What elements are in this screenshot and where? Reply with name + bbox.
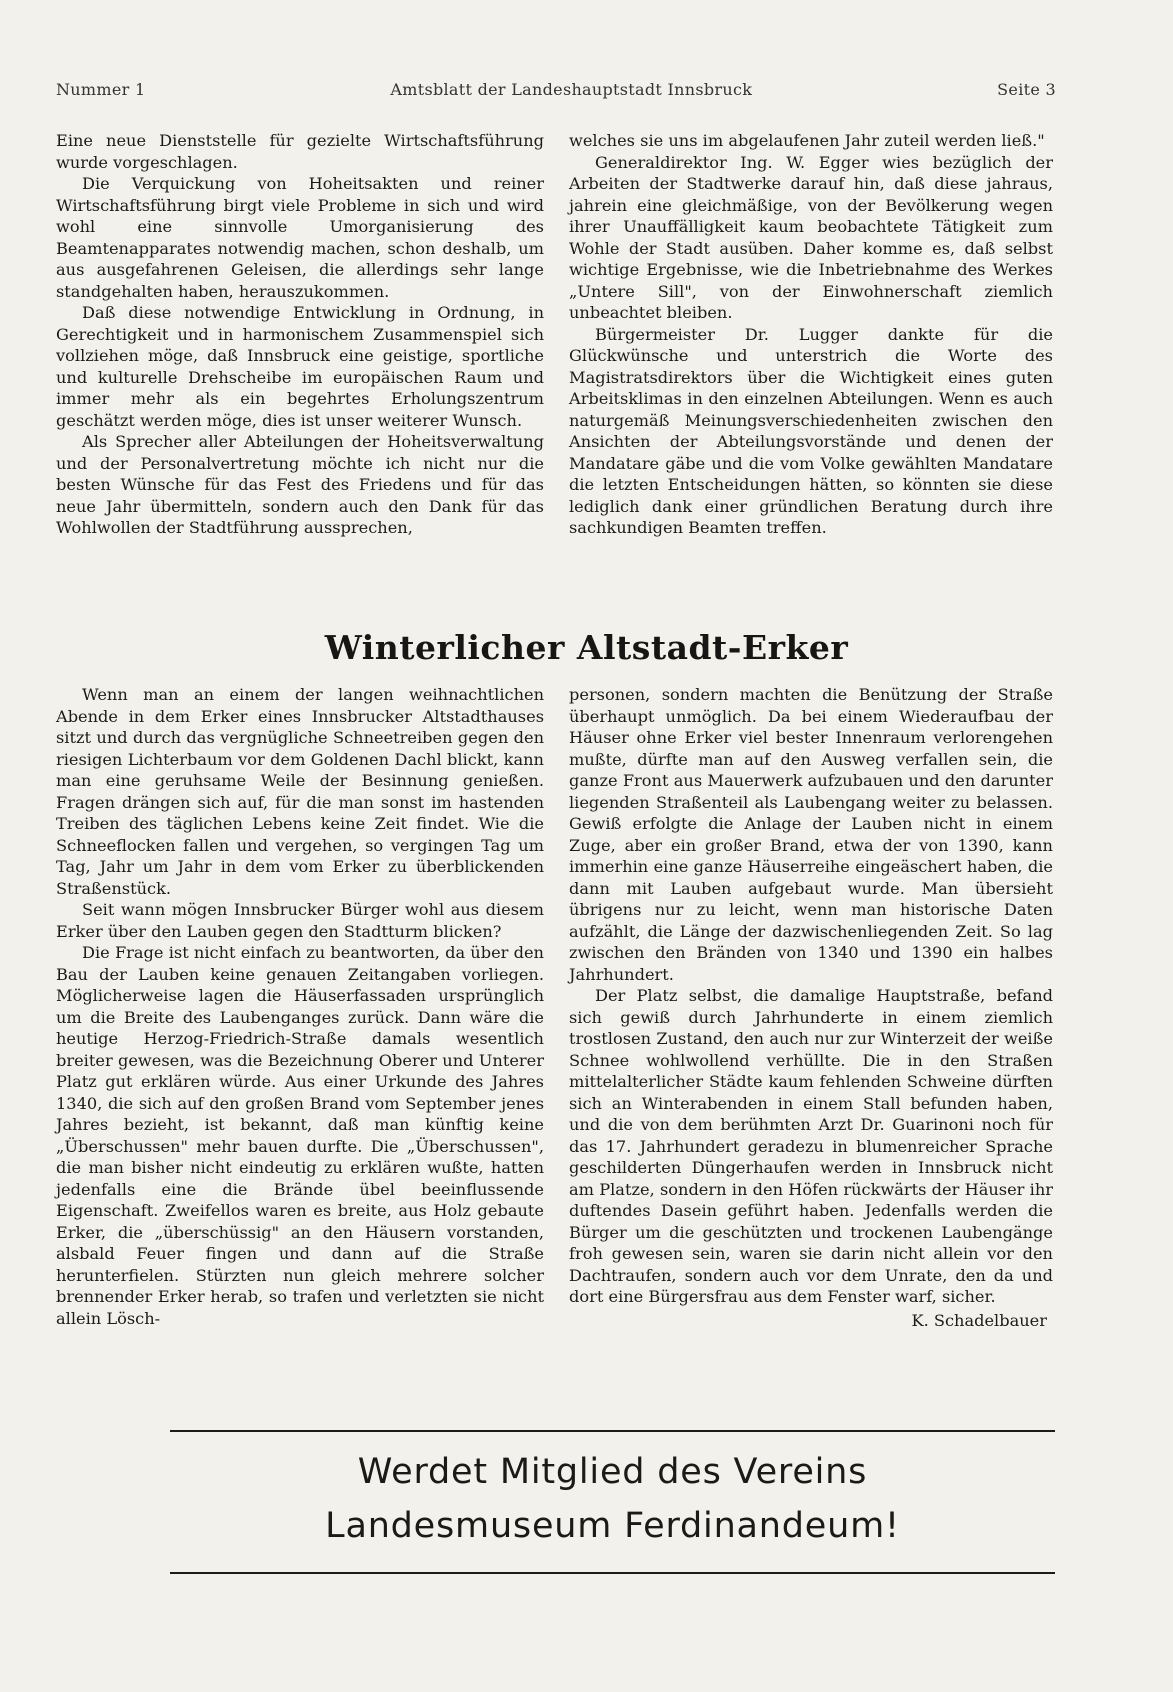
paragraph: Seit wann mögen Innsbrucker Bürger wohl aus diesem Erker über den Lauben gegen den Stadtturm blicken? [56, 900, 544, 941]
publication-title: Amtsblatt der Landeshauptstadt Innsbruck [390, 80, 753, 99]
page-header [56, 80, 1056, 99]
page-number: Seite 3 [997, 80, 1056, 99]
divider-top [170, 1430, 1055, 1432]
paragraph: Bürgermeister Dr. Lugger dankte für die Glückwünsche und unterstrich die Worte des Magistratsdirektors über die Wichtigkeit eines guten Arbeitsklimas in den einzelnen Abteilungen. Wenn es auch naturgemäß Meinungsverschiedenheiten zwischen den Ansichten der Abteilungsvorstände und denen der Mandatare gäbe und die vom Volke gewählten Mandatare die letzten Entscheidungen hätten, so könnten sie diese lediglich dank einer gründlichen Beratung durch ihre sachkundigen Beamten treffen. [569, 324, 1053, 537]
article1-right-column [569, 130, 1053, 539]
article-headline: Winterlicher Altstadt-Erker [324, 628, 849, 667]
paragraph: Daß diese notwendige Entwicklung in Ordnung, in Gerechtigkeit und in harmonischem Zusammenspiel sich vollziehen möge, daß Innsbruck eine geistige, sportliche und kulturelle Drehscheibe im europäischen Raum und immer mehr als ein begehrtes Erholungszentrum geschätzt werden möge, dies ist unser weiterer Wunsch. [56, 303, 544, 430]
divider-bottom [170, 1572, 1055, 1574]
slogan-line-2: Landesmuseum Ferdinandeum! [325, 1506, 900, 1546]
article2-right-column [569, 684, 1053, 1331]
paragraph: welches sie uns im abgelaufenen Jahr zuteil werden ließ." [569, 131, 1045, 150]
paragraph: personen, sondern machten die Benützung der Straße überhaupt unmöglich. Da bei einem Wiederaufbau der Häuser ohne Erker viel bester Innenraum verlorengehen mußte, dürfte man auf den Ausweg verfallen sein, die ganze Front aus Mauerwerk aufzubauen und den darunter liegenden Straßenteil als Laubengang weiter zu belassen. Gewiß erfolgte die Anlage der Lauben nicht in einem Zuge, aber ein großer Brand, etwa der von 1390, kann immerhin eine ganze Häuserreihe eingeäschert haben, die dann mit Lauben aufgebaut wurde. Man übersieht übrigens nur zu leicht, wenn man historische Daten aufzählt, die Länge der dazwischenliegenden Zeit. So lag zwischen den Bränden von 1340 und 1390 ein halbes Jahrhundert. [569, 685, 1053, 984]
issue-number: Nummer 1 [56, 80, 146, 99]
article2-left-column [56, 684, 544, 1329]
paragraph: Eine neue Dienststelle für gezielte Wirtschaftsführung wurde vorgeschlagen. [56, 131, 544, 172]
paragraph: Als Sprecher aller Abteilungen der Hoheitsverwaltung und der Personalvertretung möchte ich nicht nur die besten Wünsche für das Fest des Friedens und für das neue Jahr übermitteln, sondern auch den Dank für das Wohlwollen der Stadtführung aussprechen, [56, 432, 544, 537]
paragraph: Die Frage ist nicht einfach zu beantworten, da über den Bau der Lauben keine genauen Zeitangaben vorliegen. Möglicherweise lagen die Häuserfassaden ursprünglich um die Breite des Laubenganges zurück. Dann wäre die heutige Herzog-Friedrich-Straße damals wesentlich breiter gewesen, was die Bezeichnung Oberer und Unterer Platz gut erklären würde. Aus einer Urkunde des Jahres 1340, die sich auf den großen Brand vom September jenes Jahres bezieht, ist bekannt, daß man künftig keine „Überschussen" mehr bauen durfte. Die „Überschussen", die man bisher nicht eindeutig zu erklären wußte, hatten jedenfalls eine die Brände übel beeinflussende Eigenschaft. Zweifellos waren es breite, aus Holz gebaute Erker, die „überschüssig" an den Häusern vorstanden, alsbald Feuer fingen und dann auf die Straße herunterfielen. Stürzten nun gleich mehrere solcher brennender Erker herab, so trafen und verletzten sie nicht allein Lösch- [56, 943, 544, 1328]
slogan-line-1: Werdet Mitglied des Vereins [357, 1452, 868, 1492]
paragraph: Der Platz selbst, die damalige Hauptstraße, befand sich gewiß durch Jahrhunderte in einem ziemlich trostlosen Zustand, den auch nur zur Winterzeit der weiße Schnee wohlwollend verhüllte. Die in den Straßen mittelalterlicher Städte kaum fehlenden Schweine dürften sich an Winterabenden in einem Stall befunden haben, und die von dem berühmten Arzt Dr. Guarinoni noch für das 17. Jahrhundert geradezu in blumenreicher Sprache geschilderten Düngerhaufen werden in Innsbruck nicht am Platze, sondern in den Höfen rückwärts der Häuser ihr duftendes Dasein geführt haben. Jedenfalls werden die Bürger um die geschützten und trockenen Laubengänge froh gewesen sein, waren sie darin nicht allein vor den Dachtraufen, sondern auch vor dem Unrate, den da und dort eine Bürgersfrau aus dem Fenster warf, sicher. [569, 986, 1053, 1306]
author-signature: K. Schadelbauer [911, 1310, 1047, 1330]
paragraph: Die Verquickung von Hoheitsakten und reiner Wirtschaftsführung birgt viele Probleme in sich und wird wohl eine sinnvolle Umorganisierung des Beamtenapparates notwendig machen, schon deshalb, um aus ausgefahrenen Geleisen, die allerdings sehr lange standgehalten haben, herauszukommen. [56, 174, 544, 301]
paragraph: Generaldirektor Ing. W. Egger wies bezüglich der Arbeiten der Stadtwerke darauf hin, daß diese jahraus, jahrein eine gleichmäßige, von der Bevölkerung wegen ihrer Unauffälligkeit kaum beobachtete Tätigkeit zum Wohle der Stadt ausüben. Daher komme es, daß selbst wichtige Ergebnisse, wie die Inbetriebnahme des Werkes „Untere Sill", von der Einwohnerschaft ziemlich unbeachtet bleiben. [569, 152, 1053, 322]
paragraph: Wenn man an einem der langen weihnachtlichen Abende in dem Erker eines Innsbrucker Altstadthauses sitzt und durch das vergnügliche Schneetreiben gegen den riesigen Lichterbaum vor dem Goldenen Dachl blickt, kann man eine geruhsame Weile der Besinnung genießen. Fragen drängen sich auf, für die man sonst im hastenden Treiben des täglichen Lebens keine Zeit findet. Wie die Schneeflocken fallen und vergehen, so vergingen Tag um Tag, Jahr um Jahr in dem vom Erker zu überblickenden Straßenstück. [56, 685, 544, 898]
article1-left-column [56, 130, 544, 539]
